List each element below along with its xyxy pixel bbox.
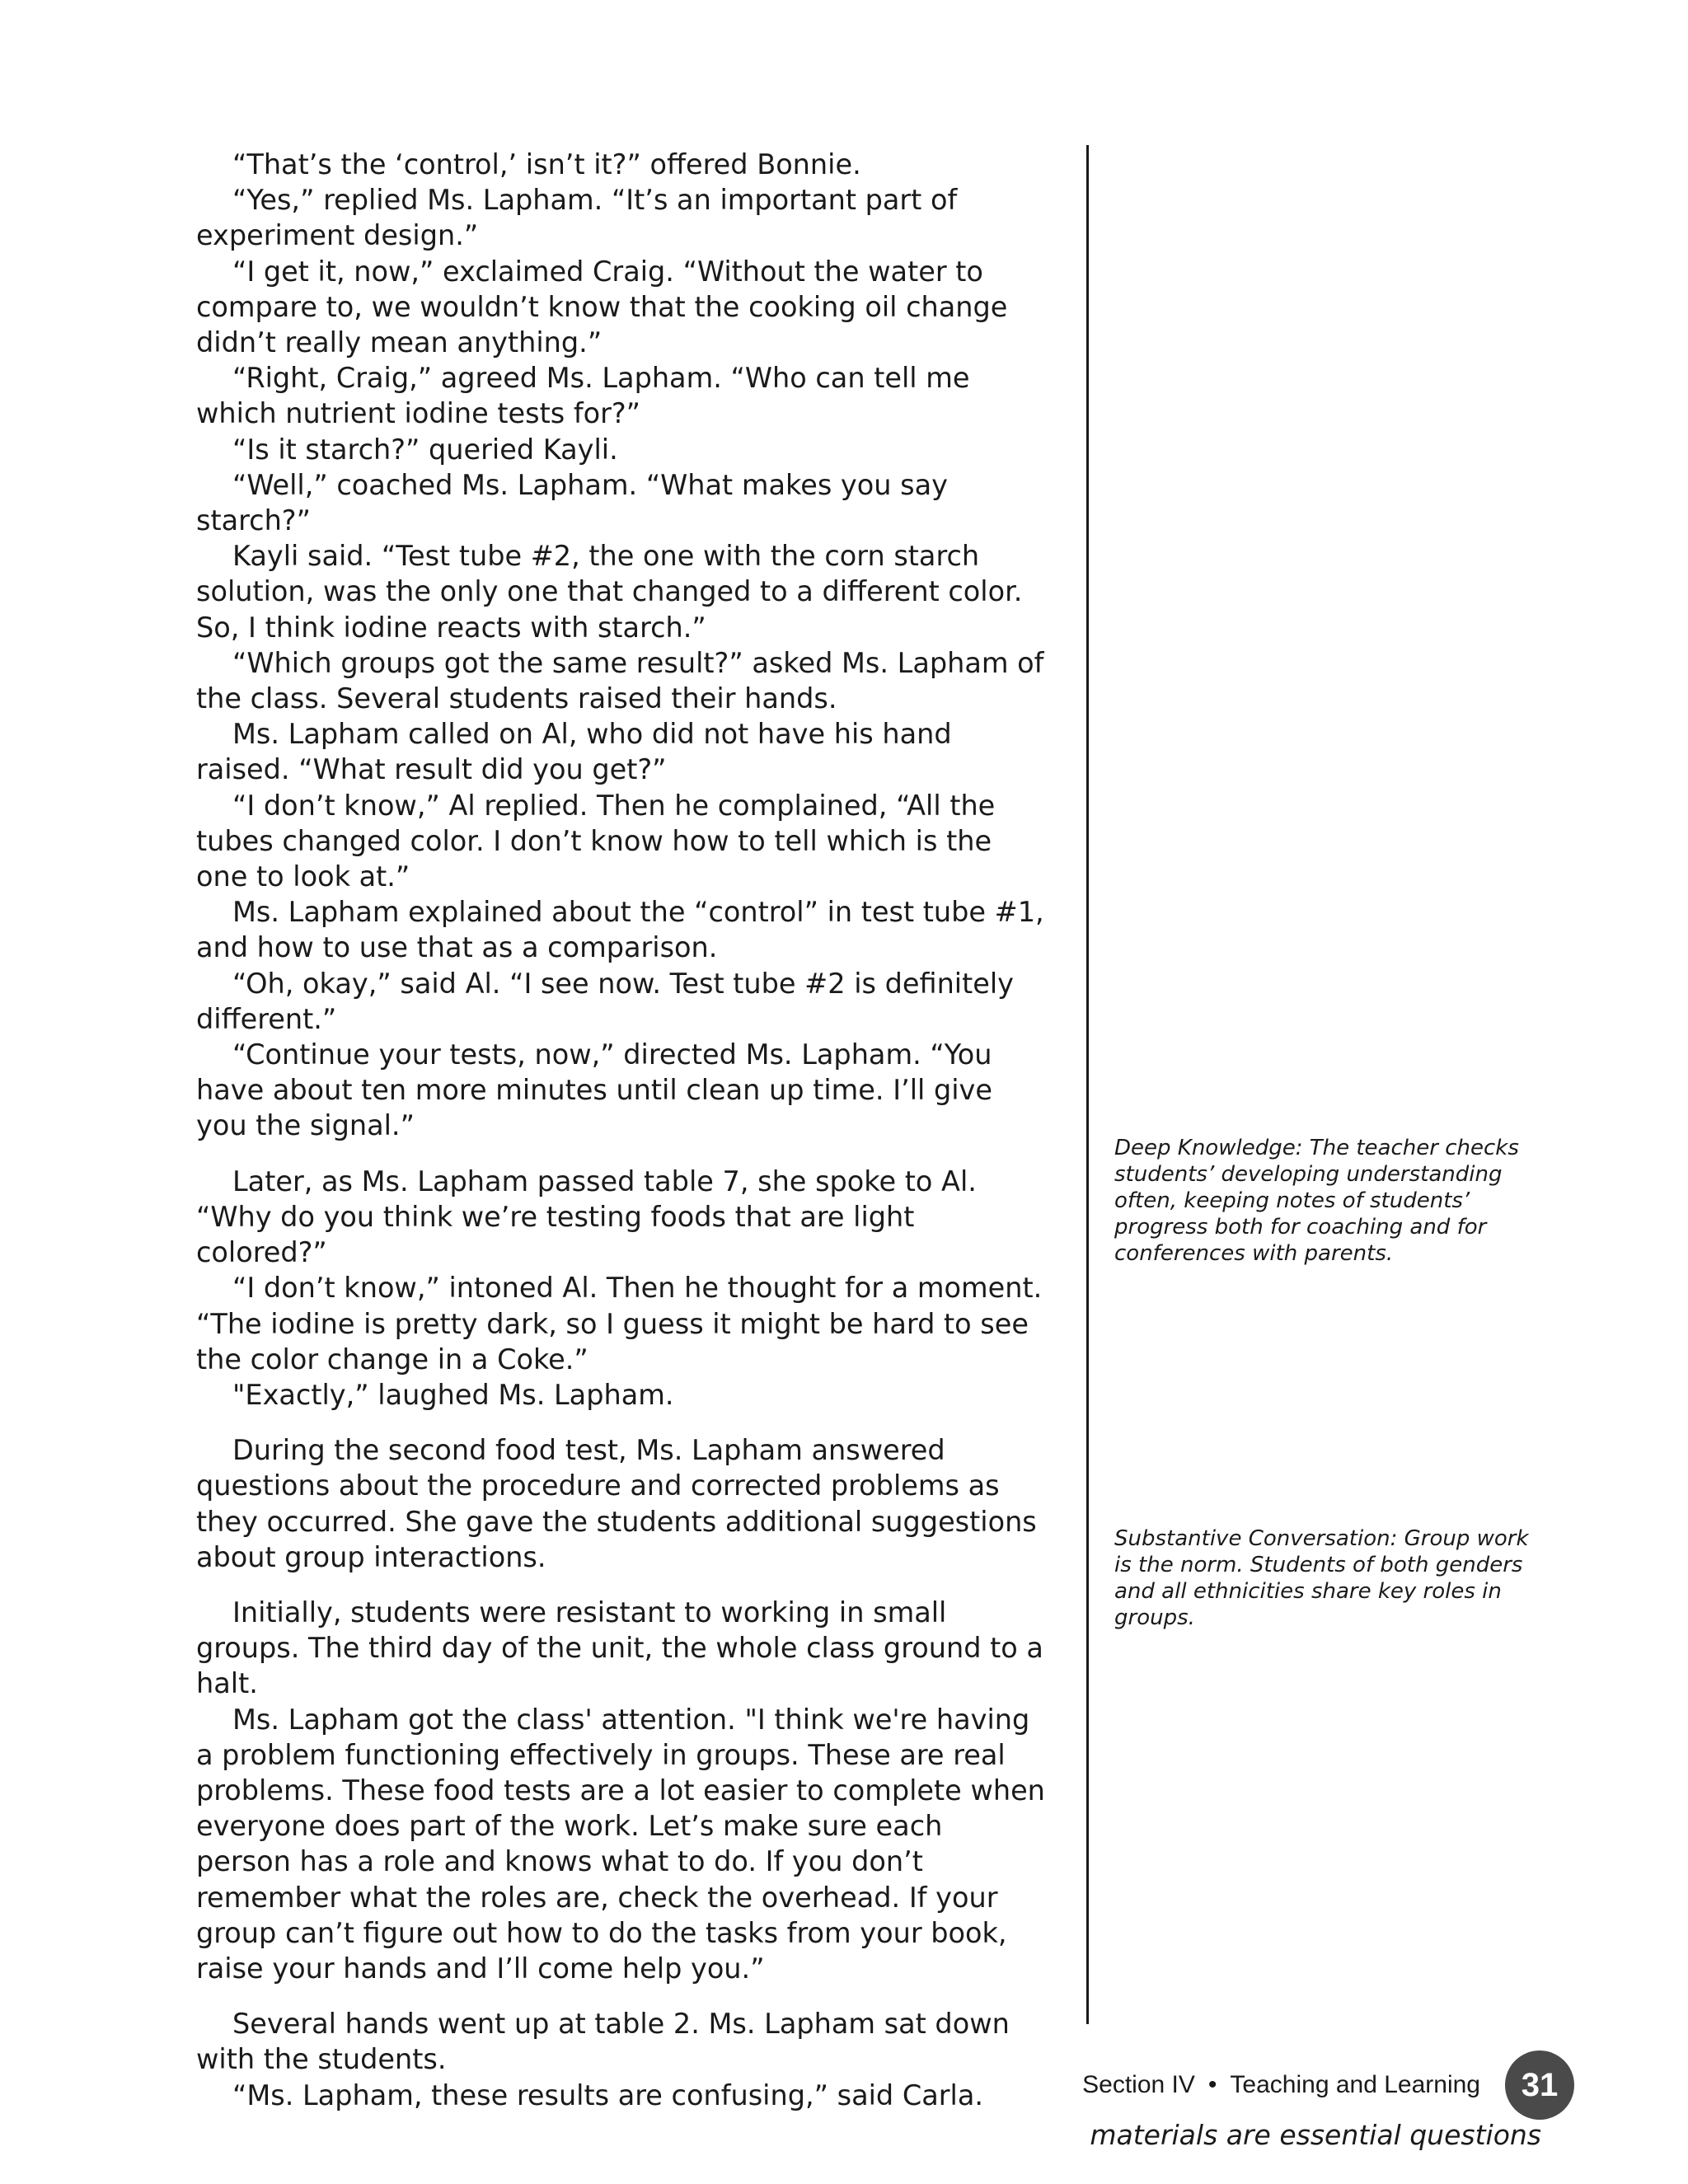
- paragraph: “Right, Craig,” agreed Ms. Lapham. “Who can tell me which nutrient iodine tests for?”: [196, 362, 970, 430]
- footer-bullet-separator: •: [1207, 2071, 1217, 2098]
- paragraph: “Ms. Lapham, these results are confusing,” said Carla.: [232, 2079, 984, 2111]
- paragraph: During the second food test, Ms. Lapham answered questions about the procedure and corrected problems as they occurred. She gave the students additional suggestions about group interactions.: [196, 1434, 1037, 1573]
- paragraph: “Well,” coached Ms. Lapham. “What makes you say starch?”: [196, 468, 948, 537]
- paragraph: “Yes,” replied Ms. Lapham. “It’s an important part of experiment design.”: [196, 184, 958, 252]
- paragraph: Initially, students were resistant to working in small groups. The third day of the unit, the whole class ground to a halt.: [196, 1596, 1043, 1700]
- page-footer: [1063, 2050, 1574, 2121]
- paragraph: Several hands went up at table 2. Ms. Lapham sat down with the students.: [196, 2008, 1010, 2076]
- margin-divider-rule: [1086, 145, 1089, 2024]
- main-text-column: [196, 147, 1045, 2113]
- paragraph: “Oh, okay,” said Al. “I see now. Test tube #2 is definitely different.”: [196, 967, 1014, 1035]
- paragraph: “I get it, now,” exclaimed Craig. “Without the water to compare to, we wouldn’t know that the cooking oil change didn’t really mean anything.”: [196, 255, 1008, 359]
- paragraph: “I don’t know,” intoned Al. Then he thought for a moment. “The iodine is pretty dark, so I guess it might be hard to see the color change in a Coke.”: [196, 1272, 1043, 1376]
- margin-note-deep-knowledge: Deep Knowledge: The teacher checks students’ developing understanding often, keeping notes of students’ progress both for coaching and for conferences with parents.: [1114, 1136, 1519, 1266]
- paragraph: “That’s the ‘control,’ isn’t it?” offered Bonnie.: [232, 148, 861, 180]
- margin-note-substantive-conversation: Substantive Conversation: Group work is the norm. Students of both genders and all ethnicities share key roles in groups.: [1114, 1526, 1529, 1630]
- paragraph: Kayli said. “Test tube #2, the one with the corn starch solution, was the only one that changed to a different color. So, I think iodine reacts with starch.”: [196, 540, 1023, 644]
- paragraph: “I don’t know,” Al replied. Then he complained, “All the tubes changed color. I don’t know how to tell which is the one to look at.”: [196, 789, 996, 893]
- paragraph: Later, as Ms. Lapham passed table 7, she spoke to Al. “Why do you think we’re testing foods that are light colored?”: [196, 1165, 977, 1269]
- paragraph: Ms. Lapham explained about the “control” in test tube #1, and how to use that as a comparison.: [196, 896, 1044, 964]
- page-number-badge: 31: [1505, 2050, 1574, 2120]
- footer-section-label: Section IV: [1082, 2071, 1195, 2098]
- paragraph: “Which groups got the same result?” asked Ms. Lapham of the class. Several students raised their hands.: [196, 646, 1044, 715]
- paragraph: Ms. Lapham got the class' attention. "I think we're having a problem functioning effectively in groups. These are real problems. These food tests are a lot easier to complete when everyone does part of the work. Let’s make sure each person has a role and knows what to do. If you don’t remember what the roles are, check the overhead. If your group can’t figure out how to do the tasks from your book, raise your hands and I’ll come help you.”: [196, 1703, 1045, 1985]
- paragraph: “Continue your tests, now,” directed Ms. Lapham. “You have about ten more minutes until clean up time. I’ll give you the signal.”: [196, 1038, 992, 1142]
- paragraph: Ms. Lapham called on Al, who did not have his hand raised. “What result did you get?”: [196, 718, 952, 786]
- paragraph: "Exactly,” laughed Ms. Lapham.: [232, 1378, 674, 1411]
- paragraph: “Is it starch?” queried Kayli.: [232, 433, 618, 466]
- running-footer-text: materials are essential questions: [1090, 2119, 1541, 2151]
- footer-section-title: Teaching and Learning: [1230, 2071, 1480, 2098]
